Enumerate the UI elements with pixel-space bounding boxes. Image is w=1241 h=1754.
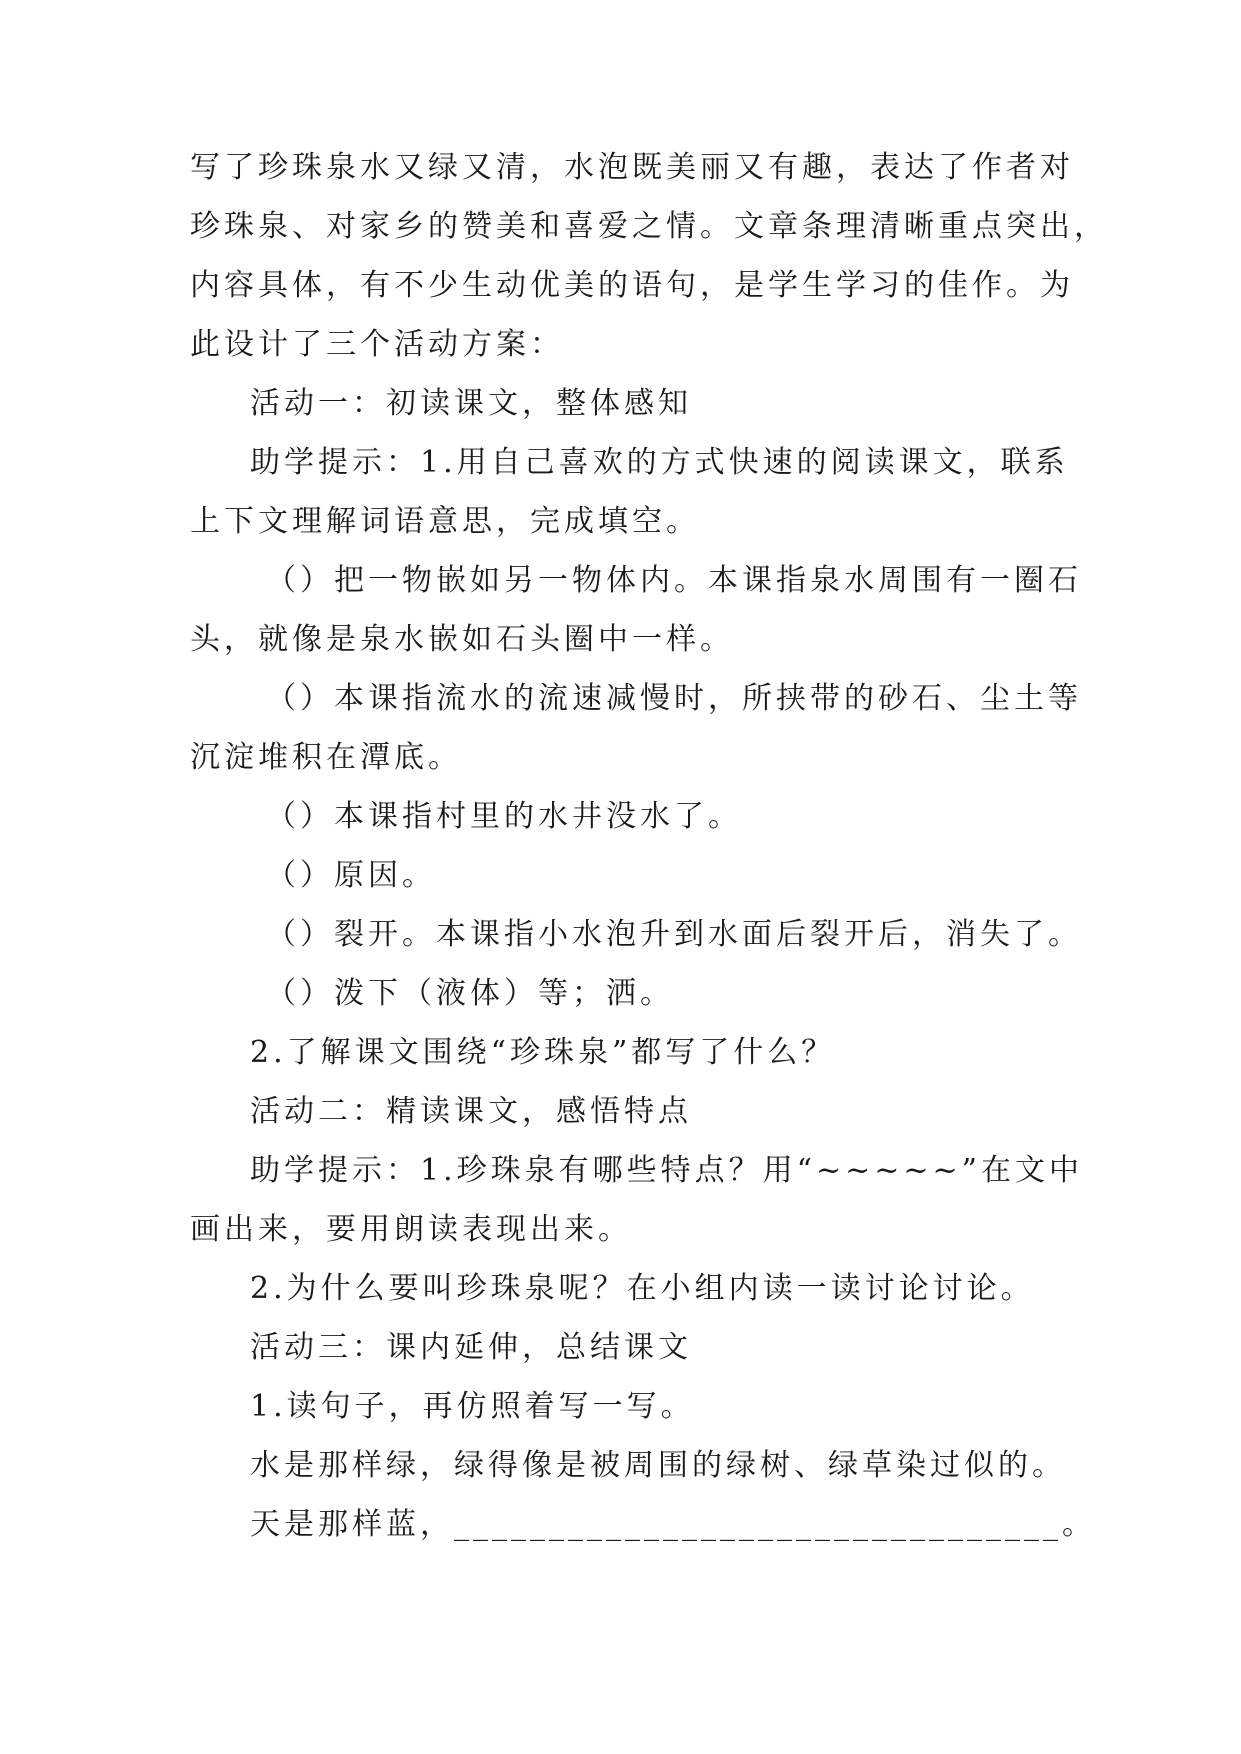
text-line: 头，就像是泉水嵌如石头圈中一样。 bbox=[190, 622, 734, 657]
text-line: 助学提示：1.珍珠泉有哪些特点？用“~~~~~”在文中 bbox=[250, 1153, 1083, 1188]
text-line: 沉淀堆积在潭底。 bbox=[190, 740, 462, 775]
text-line: （）本课指村里的水井没水了。 bbox=[266, 799, 742, 834]
text-line: 上下文理解词语意思，完成填空。 bbox=[190, 504, 700, 539]
text-line: （）把一物嵌如另一物体内。本课指泉水周围有一圈石 bbox=[266, 563, 1082, 598]
fill-in-line: 天是那样蓝，________________________________。 bbox=[250, 1507, 1096, 1542]
text-line: 此设计了三个活动方案： bbox=[190, 327, 564, 362]
text-line: 水是那样绿，绿得像是被周围的绿树、绿草染过似的。 bbox=[250, 1448, 1066, 1483]
text-line: （）裂开。本课指小水泡升到水面后裂开后，消失了。 bbox=[266, 917, 1082, 952]
activity-heading: 活动二：精读课文，感悟特点 bbox=[250, 1094, 692, 1129]
text-line: （）原因。 bbox=[266, 858, 436, 893]
text-line: 2.为什么要叫珍珠泉呢？在小组内读一读讨论讨论。 bbox=[250, 1271, 1035, 1306]
text-line: 助学提示：1.用自己喜欢的方式快速的阅读课文，联系 bbox=[250, 445, 1069, 480]
text-line: 珍珠泉、对家乡的赞美和喜爱之情。文章条理清晰重点突出， bbox=[190, 209, 1108, 244]
text-line: 画出来，要用朗读表现出来。 bbox=[190, 1212, 632, 1247]
text-line: 内容具体，有不少生动优美的语句，是学生学习的佳作。为 bbox=[190, 268, 1074, 303]
text-line: 1.读句子，再仿照着写一写。 bbox=[250, 1389, 695, 1424]
activity-heading: 活动三：课内延伸，总结课文 bbox=[250, 1330, 692, 1365]
activity-heading: 活动一：初读课文，整体感知 bbox=[250, 386, 692, 421]
text-line: （）本课指流水的流速减慢时，所挟带的砂石、尘土等 bbox=[266, 681, 1082, 716]
text-line: 2.了解课文围绕“珍珠泉”都写了什么？ bbox=[250, 1035, 836, 1070]
text-line: （）泼下（液体）等；洒。 bbox=[266, 976, 674, 1011]
text-line: 写了珍珠泉水又绿又清，水泡既美丽又有趣，表达了作者对 bbox=[190, 150, 1074, 185]
